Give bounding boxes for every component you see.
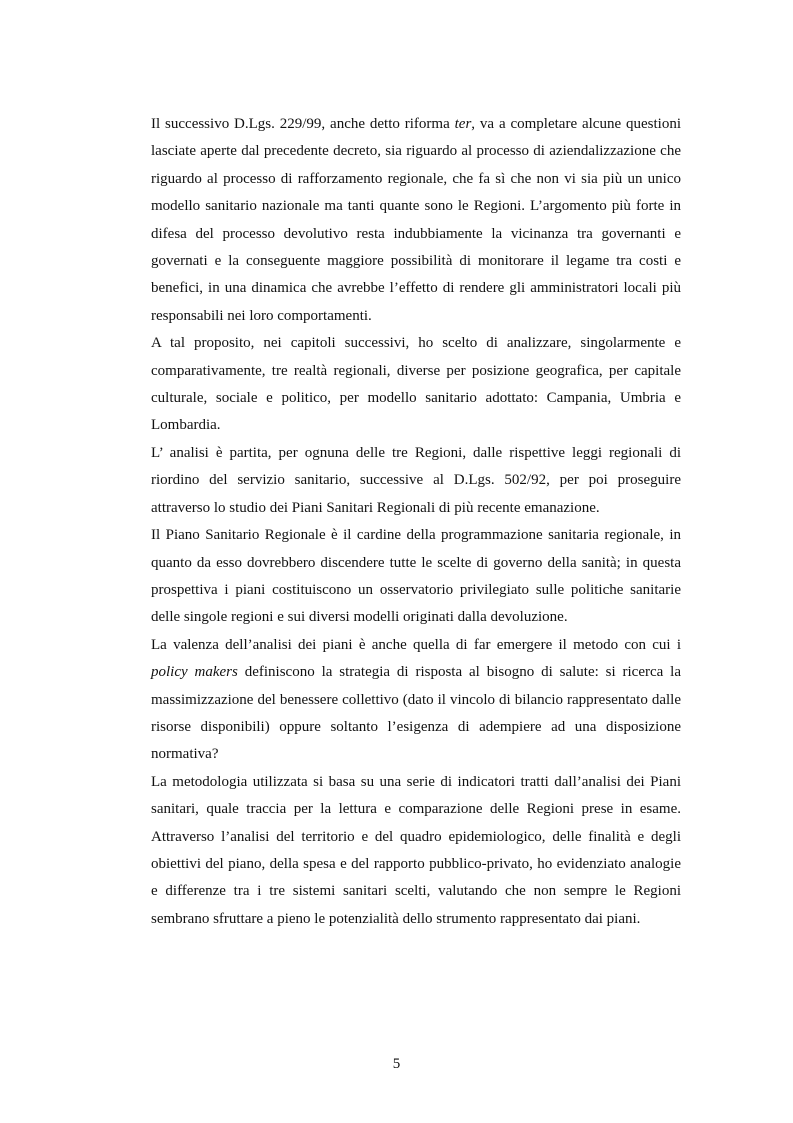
italic-text: ter <box>454 116 472 132</box>
text-run: , va a completare alcune questioni lasciate aperte dal precedente decreto, sia riguardo al processo di aziendalizzazione che riguardo al processo di rafforzamento regionale, che fa sì che non vi sia più un unico modello sanitario nazionale ma tanti quante sono le Regioni. L’argomento più forte in difesa del processo devolutivo resta indubbiamente la vicinanza tra governanti e governati e la conseguente maggiore possibilità di monitorare il legame tra costi e benefici, in una dinamica che avrebbe l’effetto di rendere gli amministratori locali più responsabili nei loro comportamenti. <box>151 116 681 324</box>
paragraph <box>151 111 681 330</box>
paragraph <box>151 522 681 632</box>
italic-text: policy makers <box>151 664 238 681</box>
paragraph <box>151 632 681 769</box>
text-run: L’ analisi è partita, per ognuna delle tre Regioni, dalle rispettive leggi regionali di riordino del servizio sanitario, successive al D.Lgs. 502/92, per poi proseguire attraverso lo studio dei Piani Sanitari Regionali di più recente emanazione. <box>151 444 681 516</box>
text-run: La metodologia utilizzata si basa su una serie di indicatori tratti dall’analisi dei Piani sanitari, quale traccia per la lettura e comparazione delle Regioni prese in esame. Attraverso l’analisi del territorio e del quadro epidemiologico, delle finalità e degli obiettivi del piano, della spesa e del rapporto pubblico-privato, ho evidenziato analogie e differenze tra i tre sistemi sanitari scelti, valutando che non sempre le Regioni sembrano sfruttare a pieno le potenzialità dello strumento rappresentato dai piani. <box>151 773 681 927</box>
body-text <box>151 111 681 933</box>
text-run: definiscono la strategia di risposta al bisogno di salute: si ricerca la massimizzazione del benessere collettivo (dato il vincolo di bilancio rappresentato dalle risorse disponibili) oppure soltanto l’esigenza di adempiere ad una disposizione normativa? <box>151 664 681 763</box>
text-run: Il successivo D.Lgs. 229/99, anche detto riforma <box>151 116 455 132</box>
text-run: Il Piano Sanitario Regionale è il cardine della programmazione sanitaria regionale, in quanto da esso dovrebbero discendere tutte le scelte di governo della sanità; in questa prospettiva i piani costituiscono un osservatorio privilegiato sulle politiche sanitarie delle singole regioni e sui diversi modelli originati dalla devoluzione. <box>151 527 681 626</box>
text-run: A tal proposito, nei capitoli successivi, ho scelto di analizzare, singolarmente e comparativamente, tre realtà regionali, diverse per posizione geografica, per capitale culturale, sociale e politico, per modello sanitario adottato: Campania, Umbria e Lombardia. <box>151 335 681 434</box>
text-run: La valenza dell’analisi dei piani è anche quella di far emergere il metodo con cui i <box>151 636 681 653</box>
page-number: 5 <box>392 1056 401 1072</box>
paragraph <box>151 330 681 440</box>
paragraph <box>151 440 681 522</box>
paragraph <box>151 769 681 933</box>
